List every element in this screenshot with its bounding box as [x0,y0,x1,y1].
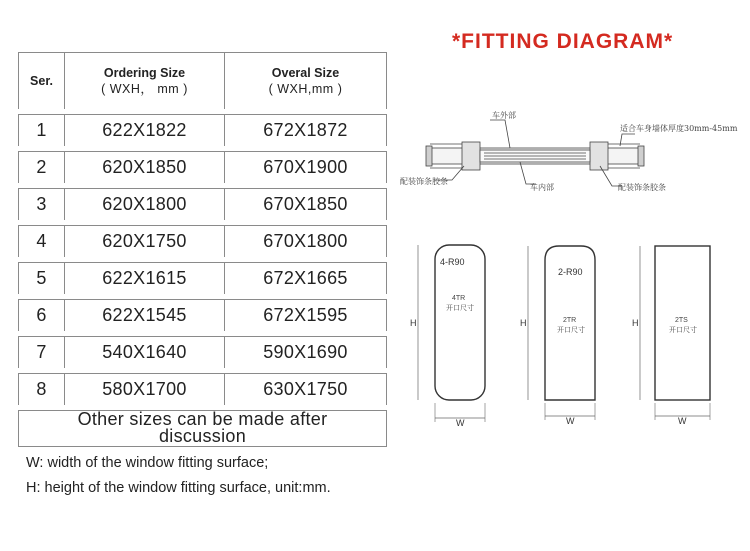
header-overall-title: Overal Size [271,66,340,80]
shape-4tr [410,245,485,428]
row-overall-size: 670X1800 [225,223,387,260]
label-trim-left: 配装饰条胶条 [400,177,448,186]
row-ordering-size: 622X1822 [65,112,225,149]
custom-size-note [19,408,387,447]
shape-2tr [520,246,595,426]
table-row [19,112,387,149]
row-overall-size: 672X1665 [225,260,387,297]
row-overall-size: 672X1595 [225,297,387,334]
row-overall-size: 670X1900 [225,149,387,186]
row-ordering-size: 620X1800 [65,186,225,223]
note-line-2: discussion [158,426,247,446]
header-ordering-unit: ( WXH， mm ) [101,82,188,96]
row-ordering-size: 540X1640 [65,334,225,371]
row-ordering-size: 620X1850 [65,149,225,186]
row-ordering-size: 620X1750 [65,223,225,260]
row-ser: 7 [19,334,65,371]
leader-line [520,162,536,184]
header-ordering-title: Ordering Size [103,66,186,80]
height-label: H [632,318,639,328]
row-ordering-size: 622X1615 [65,260,225,297]
row-ordering-size: 622X1545 [65,297,225,334]
row-overall-size: 590X1690 [225,334,387,371]
row-overall-size: 630X1750 [225,371,387,408]
leader-line [490,120,510,148]
shape-code: 2TR [563,317,577,324]
width-label: W [456,418,465,428]
row-ser: 2 [19,149,65,186]
label-vehicle-exterior: 车外部 [492,111,516,120]
row-overall-size: 672X1872 [225,112,387,149]
shape-code: 4TR [452,295,466,302]
footnote-width: W: width of the window fitting surface; [26,455,269,471]
table-row [19,334,387,371]
table-header-row [19,53,387,112]
row-ser: 4 [19,223,65,260]
row-ser: 8 [19,371,65,408]
shape-desc: 开口尺寸 [446,304,474,312]
height-label: H [520,318,527,328]
diagram-title: *FITTING DIAGRAM* [452,30,674,53]
size-table [18,52,387,447]
row-ser: 3 [19,186,65,223]
header-overall-size [225,53,387,112]
header-ser: Ser. [19,53,65,112]
table-note-row [19,408,387,447]
footnote-height: H: height of the window fitting surface, unit:mm. [26,480,331,496]
width-label: W [678,416,687,426]
shape-desc: 开口尺寸 [669,326,697,334]
header-overall-unit: ( WXH,mm ) [268,82,343,96]
row-ser: 6 [19,297,65,334]
width-label: W [566,416,575,426]
table-row [19,297,387,334]
shape-2ts [632,246,710,426]
row-ser: 1 [19,112,65,149]
header-ordering-size [65,53,225,112]
table-row [19,223,387,260]
shape-desc: 开口尺寸 [557,326,585,334]
shape-code: 2TS [675,317,688,324]
label-trim-right: 配装饰条胶条 [618,183,666,192]
radius-label: 4-R90 [440,257,465,267]
radius-label: 2-R90 [558,267,583,277]
row-ser: 5 [19,260,65,297]
height-label: H [410,318,417,328]
note-line-1: Other sizes can be made after [77,409,328,429]
wall-section-drawing [426,142,644,170]
table-row [19,260,387,297]
table-row [19,371,387,408]
row-ordering-size: 580X1700 [65,371,225,408]
table-row [19,149,387,186]
table-row [19,186,387,223]
label-vehicle-interior: 车内部 [530,183,554,192]
fitting-diagram [400,100,745,430]
row-overall-size: 670X1850 [225,186,387,223]
label-wall-thickness: 适合车身墙体厚度30mm-45mm [620,124,738,133]
